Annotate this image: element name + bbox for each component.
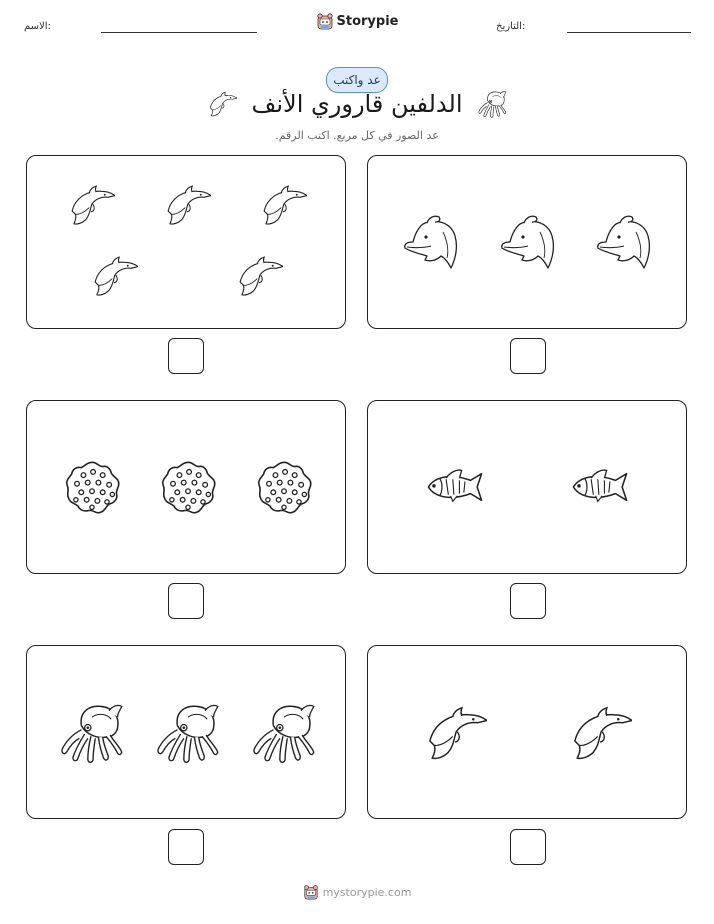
sponge-icon: [62, 458, 122, 518]
dolphin-icon: [163, 181, 211, 229]
dolphin-icon: [67, 181, 115, 229]
answer-box[interactable]: [168, 829, 204, 865]
count-card-octopuses-3: [26, 645, 346, 819]
dolphin-face-icon: [401, 212, 461, 272]
dolphin-icon: [568, 701, 632, 765]
dolphin-icon: [423, 701, 487, 765]
answer-box[interactable]: [510, 829, 546, 865]
octopus-icon: [477, 90, 507, 118]
octopus-icon: [58, 700, 124, 766]
storypie-mascot-icon: [303, 884, 319, 900]
count-card-dolphins-5: [26, 155, 346, 329]
count-card-fish-2: [367, 400, 687, 574]
date-label: التاريخ:: [496, 21, 526, 32]
name-label: الاسم:: [24, 21, 51, 32]
count-card-dolphin-faces-3: [367, 155, 687, 329]
footer-url: mystorypie.com: [322, 885, 412, 899]
dolphin-face-icon: [594, 212, 654, 272]
answer-box[interactable]: [168, 583, 204, 619]
brand-logo: [0, 12, 714, 30]
title-row: [0, 90, 714, 118]
page-title: الدلفين قاروري الأنف: [251, 90, 463, 118]
count-card-sponges-3: [26, 400, 346, 574]
dolphin-icon: [207, 90, 237, 118]
dolphin-icon: [259, 181, 307, 229]
name-line[interactable]: [101, 32, 257, 33]
activity-badge: عد واكتب: [326, 67, 388, 93]
instructions: عد الصور في كل مربع. اكتب الرقم.: [275, 129, 439, 142]
dolphin-icon: [90, 252, 138, 300]
count-card-dolphins-2: [367, 645, 687, 819]
storypie-mascot-icon: [316, 12, 334, 30]
brand-name: Storypie: [336, 13, 399, 29]
answer-box[interactable]: [510, 583, 546, 619]
answer-box[interactable]: [510, 338, 546, 374]
footer: [0, 884, 714, 900]
sponge-icon: [254, 458, 314, 518]
fish-icon: [424, 464, 486, 510]
dolphin-face-icon: [498, 212, 558, 272]
fish-icon: [569, 464, 631, 510]
dolphin-icon: [235, 252, 283, 300]
octopus-icon: [250, 700, 316, 766]
octopus-icon: [154, 700, 220, 766]
date-line[interactable]: [567, 32, 691, 33]
sponge-icon: [158, 458, 218, 518]
answer-box[interactable]: [168, 338, 204, 374]
